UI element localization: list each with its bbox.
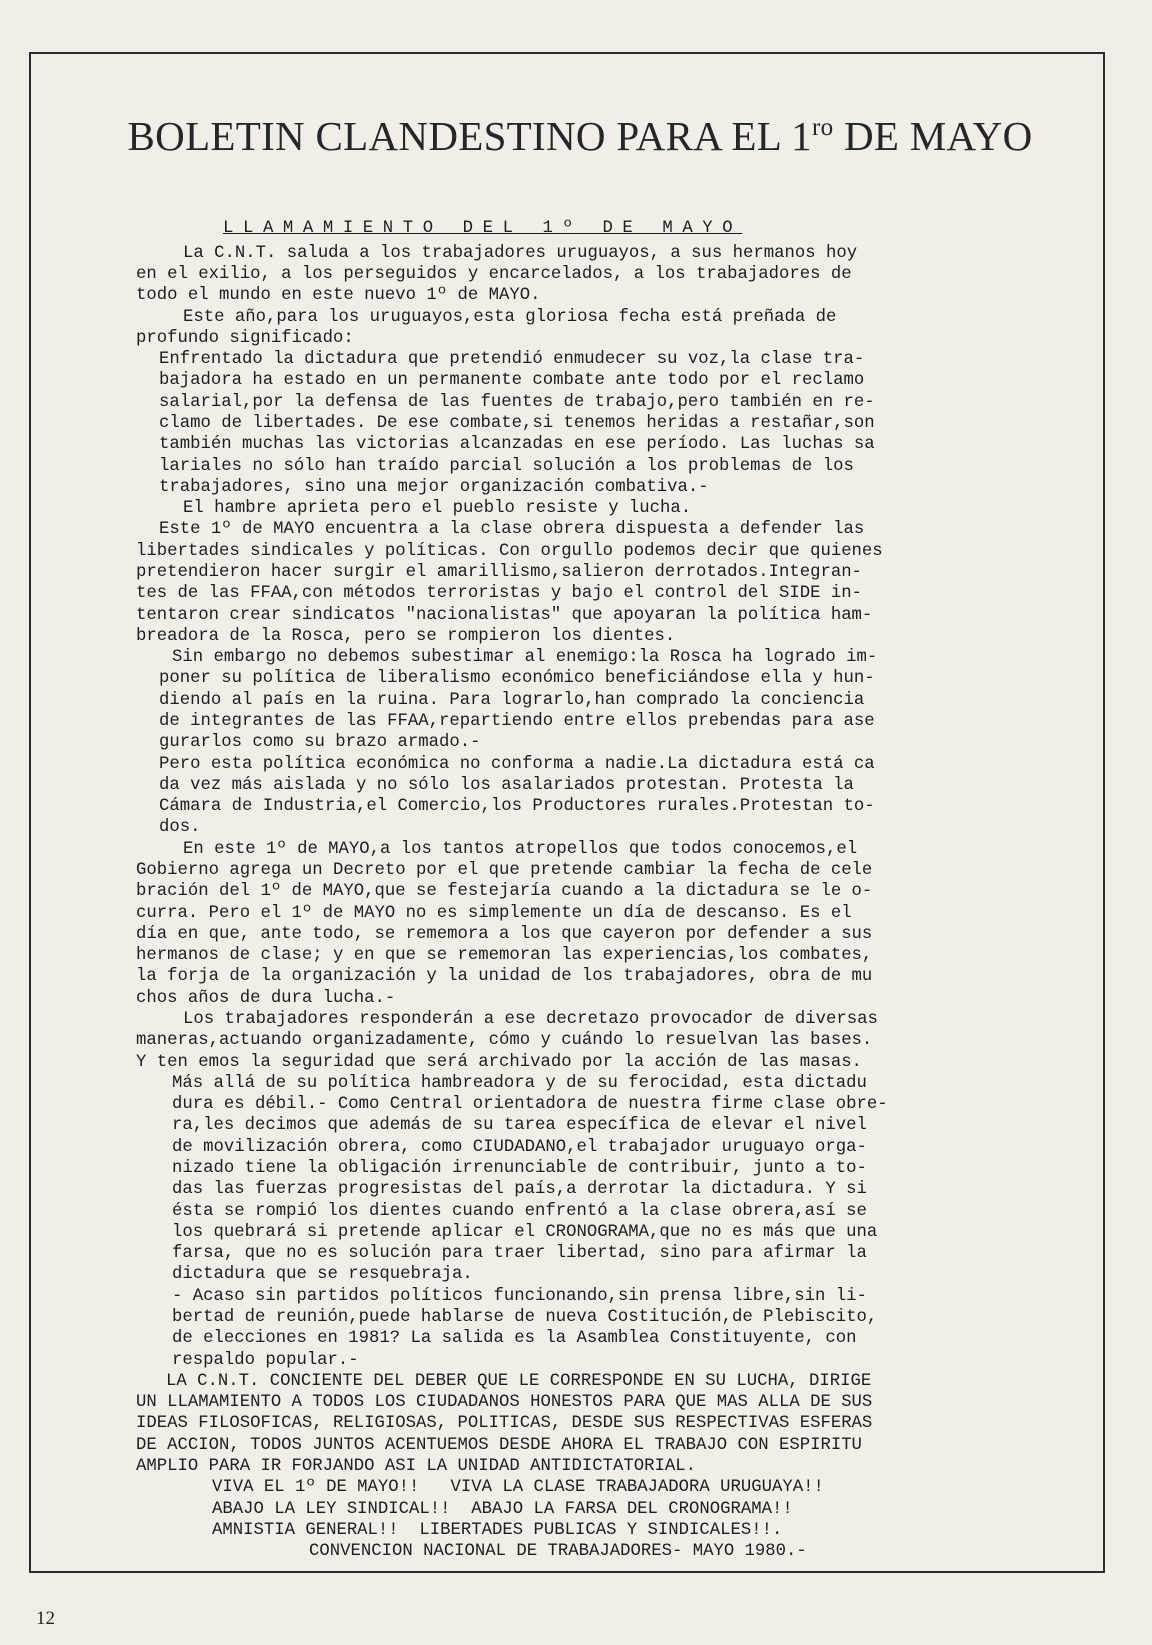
text-line: bración del 1º de MAYO,que se festejaría cuando a la dictadura se le o-	[136, 882, 873, 901]
text-line: La C.N.T. saluda a los trabajadores uruguayos, a sus hermanos hoy	[183, 244, 858, 263]
text-line: En este 1º de MAYO,a los tantos atropellos que todos conocemos,el	[183, 840, 858, 859]
text-line: trabajadores, sino una mejor organización combativa.-	[159, 478, 709, 497]
text-line: Cámara de Industria,el Comercio,los Productores rurales.Protestan to-	[159, 797, 875, 816]
text-line: todo el mundo en este nuevo 1º de MAYO.	[136, 286, 541, 305]
text-line: chos años de dura lucha.-	[136, 989, 396, 1008]
text-line: de integrantes de las FFAA,repartiendo entre ellos prebendas para ase	[159, 712, 875, 731]
text-line: Este 1º de MAYO encuentra a la clase obrera dispuesta a defender las	[159, 520, 865, 539]
text-line: - Acaso sin partidos políticos funcionando,sin prensa libre,sin li-	[172, 1287, 867, 1306]
text-line: nizado tiene la obligación irrenunciable de contribuir, junto a to-	[172, 1159, 867, 1178]
text-line: clamo de libertades. De ese combate,si tenemos heridas a restañar,son	[159, 414, 875, 433]
text-line: El hambre aprieta pero el pueblo resiste y lucha.	[183, 499, 692, 518]
text-line: también muchas las victorias alcanzadas en ese período. Las luchas sa	[159, 435, 875, 454]
text-line: de movilización obrera, como CIUDADANO,el trabajador uruguayo orga-	[172, 1138, 867, 1157]
slogan-line: ABAJO LA LEY SINDICAL!! ABAJO LA FARSA DEL CRONOGRAMA!!	[212, 1500, 793, 1519]
text-line: Este año,para los uruguayos,esta gloriosa fecha está preñada de	[183, 308, 837, 327]
text-line: profundo significado:	[136, 329, 354, 348]
text-line: bajadora ha estado en un permanente combate ante todo por el reclamo	[159, 371, 865, 390]
text-line: ra,les decimos que además de su tarea específica de elevar el nivel	[172, 1116, 867, 1135]
text-line: Enfrentado la dictadura que pretendió enmudecer su voz,la clase tra-	[159, 350, 865, 369]
text-line: Pero esta política económica no conforma a nadie.La dictadura está ca	[159, 755, 875, 774]
text-line: DE ACCION, TODOS JUNTOS ACENTUEMOS DESDE AHORA EL TRABAJO CON ESPIRITU	[136, 1436, 862, 1455]
text-line: Y ten emos la seguridad que será archivado por la acción de las masas.	[136, 1053, 862, 1072]
text-line: tes de las FFAA,con métodos terroristas y bajo el control del SIDE in-	[136, 584, 862, 603]
text-line: la forja de la organización y la unidad de los trabajadores, obra de mu	[136, 967, 873, 986]
text-line: pretendieron hacer surgir el amarillismo,salieron derrotados.Integran-	[136, 563, 862, 582]
text-line: salarial,por la defensa de las fuentes de trabajo,pero también en re-	[159, 393, 875, 412]
text-line: bertad de reunión,puede hablarse de nueva Costitución,de Plebiscito,	[172, 1308, 878, 1327]
text-line: poner su política de liberalismo económico beneficiándose ella y hun-	[159, 669, 875, 688]
text-line: IDEAS FILOSOFICAS, RELIGIOSAS, POLITICAS, DESDE SUS RESPECTIVAS ESFERAS	[136, 1414, 873, 1433]
slogan-line: AMNISTIA GENERAL!! LIBERTADES PUBLICAS Y SINDICALES!!.	[212, 1521, 783, 1540]
text-line: en el exilio, a los perseguidos y encarcelados, a los trabajadores de	[136, 265, 852, 284]
text-line: da vez más aislada y no sólo los asalariados protestan. Protesta la	[159, 776, 854, 795]
text-line: curra. Pero el 1º de MAYO no es simplemente un día de descanso. Es el	[136, 904, 852, 923]
text-line: dictadura que se resquebraja.	[172, 1265, 473, 1284]
text-line: respaldo popular.-	[172, 1351, 359, 1370]
appeal-title: LLAMAMIENTO DEL 1º DE MAYO	[223, 219, 743, 238]
text-line: breadora de la Rosca, pero se rompieron los dientes.	[136, 627, 676, 646]
text-line: día en que, ante todo, se rememora a los que cayeron por defender a sus	[136, 925, 873, 944]
page-number: 12	[36, 1608, 55, 1629]
text-line: diendo al país en la ruina. Para lograrlo,han comprado la conciencia	[159, 691, 865, 710]
text-line: tentaron crear sindicatos "nacionalistas" que apoyaran la política ham-	[136, 606, 873, 625]
text-line: gurarlos como su brazo armado.-	[159, 733, 481, 752]
text-line: Más allá de su política hambreadora y de su ferocidad, esta dictadu	[172, 1074, 867, 1093]
text-line: hermanos de clase; y en que se rememoran las experiencias,los combates,	[136, 946, 873, 965]
slogan-line: VIVA EL 1º DE MAYO!! VIVA LA CLASE TRABAJADORA URUGUAYA!!	[212, 1478, 824, 1497]
text-line: maneras,actuando organizadamente, cómo y cuándo lo resuelvan las bases.	[136, 1031, 873, 1050]
signature-line: CONVENCION NACIONAL DE TRABAJADORES- MAYO 1980.-	[309, 1542, 807, 1561]
text-line: ésta se rompió los dientes cuando enfrentó a la clase obrera,así se	[172, 1202, 867, 1221]
text-line: UN LLAMAMIENTO A TODOS LOS CIUDADANOS HONESTOS PARA QUE MAS ALLA DE SUS	[136, 1393, 873, 1412]
text-line: Los trabajadores responderán a ese decretazo provocador de diversas	[183, 1010, 878, 1029]
text-line: de elecciones en 1981? La salida es la Asamblea Constituyente, con	[172, 1329, 857, 1348]
text-line: LA C.N.T. CONCIENTE DEL DEBER QUE LE CORRESPONDE EN SU LUCHA, DIRIGE	[166, 1372, 872, 1391]
text-line: los quebrará si pretende aplicar el CRONOGRAMA,que no es más que una	[172, 1223, 878, 1242]
bulletin-headline: BOLETIN CLANDESTINO PARA EL $1^{ro}$ DE MAYO	[127, 113, 1033, 159]
text-line: dura es débil.- Como Central orientadora de nuestra firme clase obre-	[172, 1095, 888, 1114]
text-line: libertades sindicales y políticas. Con orgullo podemos decir que quienes	[136, 542, 883, 561]
text-line: Gobierno agrega un Decreto por el que pretende cambiar la fecha de cele	[136, 861, 873, 880]
text-line: lariales no sólo han traído parcial solución a los problemas de los	[159, 457, 854, 476]
text-line: das las fuerzas progresistas del país,a derrotar la dictadura. Y si	[172, 1180, 867, 1199]
text-line: AMPLIO PARA IR FORJANDO ASI LA UNIDAD ANTIDICTATORIAL.	[136, 1457, 697, 1476]
text-line: dos.	[159, 818, 201, 837]
text-line: Sin embargo no debemos subestimar al enemigo:la Rosca ha logrado im-	[172, 648, 878, 667]
text-line: farsa, que no es solución para traer libertad, sino para afirmar la	[172, 1244, 867, 1263]
